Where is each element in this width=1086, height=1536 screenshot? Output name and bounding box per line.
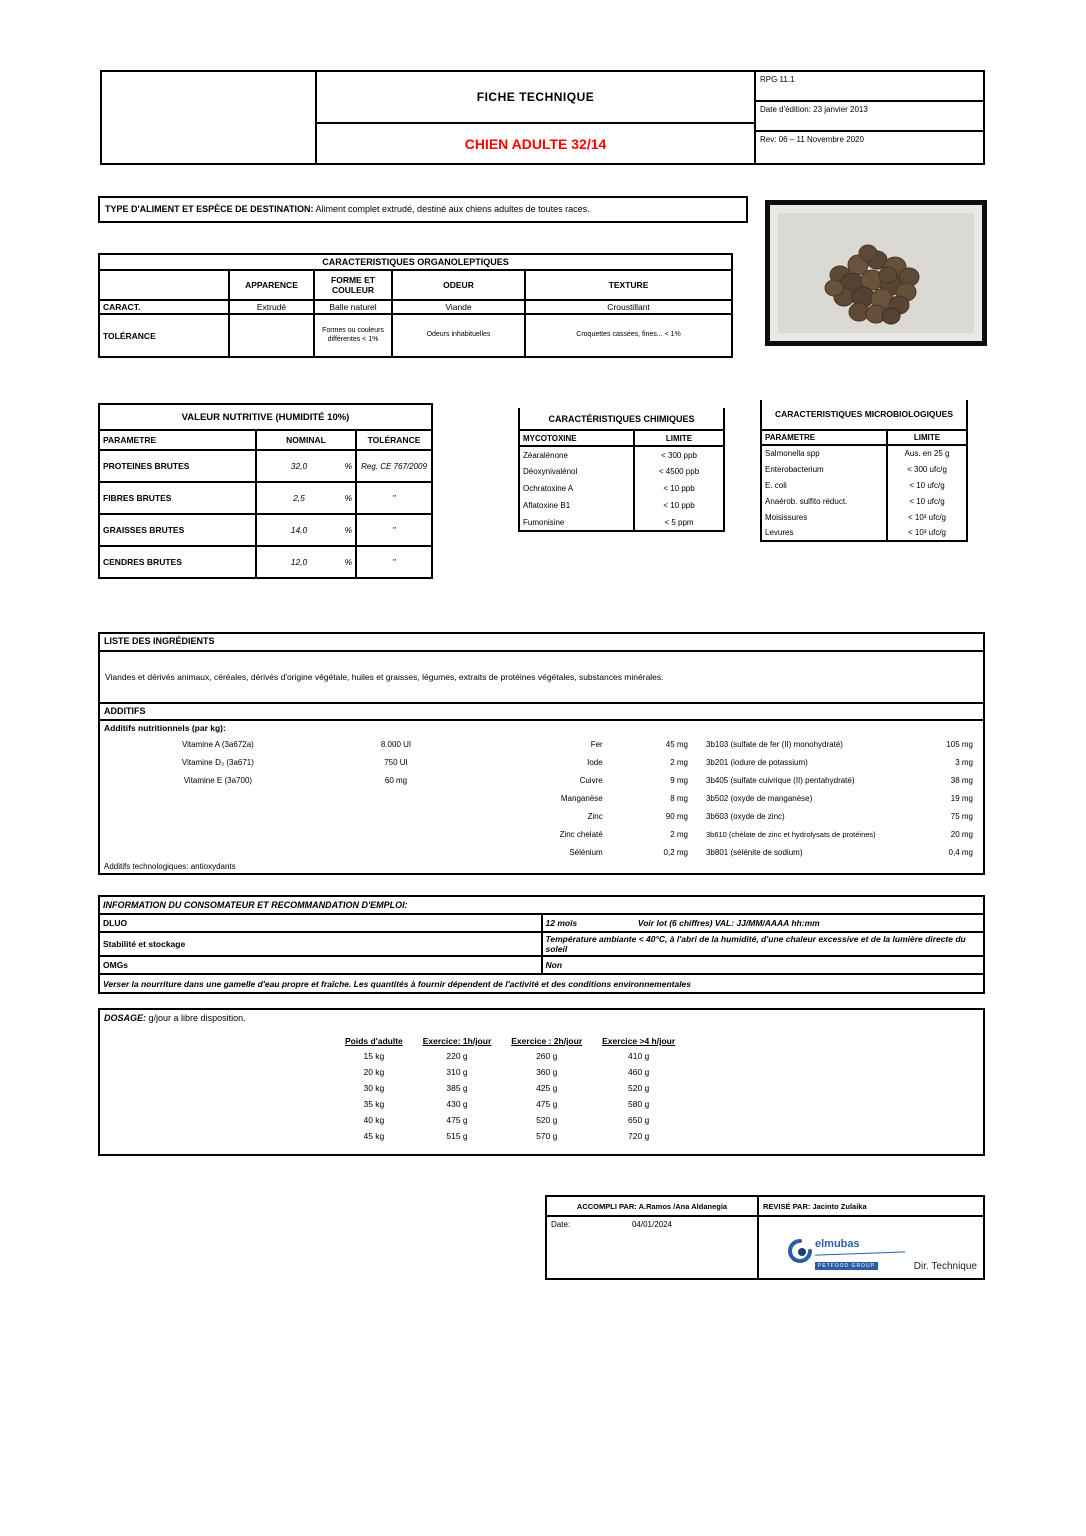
dosage-section [98, 1008, 985, 1156]
document-title: FICHE TECHNIQUE [317, 72, 754, 124]
mycotoxin-name: Zéaralénone [519, 446, 634, 463]
nutrition-table [98, 403, 433, 579]
table-row [335, 1096, 685, 1112]
additive-evalue: 0,4 mg [948, 847, 973, 857]
mineral-value: 2 mg [670, 829, 688, 839]
dluo-duration: 12 mois [545, 918, 578, 928]
table-row [99, 314, 732, 357]
param-value: 12,0 [290, 557, 308, 567]
param-tolerance: Reg. CE 767/2009 [356, 450, 432, 482]
caract-forme: Balle naturel [314, 300, 392, 314]
additive-evalue: 105 mg [946, 739, 973, 749]
feeding-note: Verser la nourriture dans une gamelle d'eau propre et fraîche. Les quantités à fournir dépendent de l'activité et des conditions environnementales [99, 974, 984, 993]
table-row [99, 450, 432, 482]
kibble-cluster-image [778, 213, 974, 333]
table-row [99, 914, 984, 932]
table-row [761, 493, 967, 509]
table-row [99, 932, 984, 956]
mineral-value: 9 mg [670, 775, 688, 785]
additive-evalue: 75 mg [950, 811, 973, 821]
col-apparence: APPARENCE [229, 270, 314, 300]
consumer-info-table [98, 895, 985, 994]
dose-1h: 385 g [446, 1083, 468, 1093]
col-texture: TEXTURE [525, 270, 732, 300]
technological-additives-note: Additifs technologiques: antioxydants [104, 862, 236, 871]
mineral-value: 2 mg [670, 757, 688, 767]
table-row [335, 1080, 685, 1096]
dose-4h: 720 g [628, 1131, 650, 1141]
mineral-name: Fer [590, 739, 603, 749]
param-unit: % [344, 461, 352, 471]
table-row [335, 1128, 685, 1144]
accompli-par: ACCOMPLI PAR: A.Ramos /Ana Aldanegia [547, 1197, 759, 1215]
vitamin-name: Vitamine D₃ (3a671) [181, 757, 254, 767]
mineral-name: Cuivre [579, 775, 603, 785]
food-type-box [98, 196, 748, 223]
tolerance-texture: Croquettes cassées, fines... < 1% [525, 314, 732, 357]
nutrition-title: VALEUR NUTRITIVE (HUMIDITÉ 10%) [99, 404, 432, 430]
dosage-label: DOSAGE: [104, 1013, 147, 1023]
ingredients-text: Viandes et dérivés animaux, céréales, dérivés d'origine végétale, huiles et graisses, légumes, extraits de protéines végétales, substances minérales. [100, 652, 983, 704]
table-row [99, 514, 432, 546]
header-logo-cell [102, 72, 317, 163]
param-unit: % [344, 493, 352, 503]
caract-texture: Croustillant [525, 300, 732, 314]
ingredients-title: LISTE DES INGRÉDIENTS [100, 634, 983, 652]
mineral-name: Manganèse [560, 793, 603, 803]
table-row [761, 477, 967, 493]
dluo-lot-format: Voir lot (6 chiffres) VAL: JJ/MM/AAAA hh:mm [637, 918, 820, 928]
dosage-table [335, 1034, 685, 1144]
row-label-caract: CARACT. [99, 300, 229, 314]
table-row [761, 525, 967, 541]
dose-4h: 410 g [628, 1051, 650, 1061]
mycotoxin-limit: < 10 ppb [634, 497, 724, 514]
dose-1h: 220 g [446, 1051, 468, 1061]
stockage-value: Température ambiante < 40°C, à l'abri de la humidité, d'une chaleur excessive et de la lumière directe du soleil [542, 932, 985, 956]
col-limite: LIMITE [887, 430, 967, 445]
signer-role: Dir. Technique [913, 1261, 977, 1272]
additive-enumber: 3b405 (sulfate cuivrique (II) pentahydraté) [705, 775, 855, 785]
table-row [761, 509, 967, 525]
additive-evalue: 20 mg [950, 829, 973, 839]
table-row [100, 825, 983, 843]
dose-weight: 15 kg [363, 1051, 385, 1061]
table-row [99, 546, 432, 578]
mineral-value: 45 mg [665, 739, 688, 749]
chemical-table [518, 408, 725, 532]
param-name: CENDRES BRUTES [99, 546, 256, 578]
consumer-info-title: INFORMATION DU CONSOMATEUR ET RECOMMANDATION D'EMPLOI: [99, 896, 984, 914]
table-row [99, 482, 432, 514]
vitamin-value: 8.000 UI [380, 739, 412, 749]
col-forme-couleur: FORME ET COULEUR [314, 270, 392, 300]
additives-grid [100, 735, 983, 861]
additive-enumber: 3b502 (oxyde de manganèse) [705, 793, 813, 803]
logo-company-name: elmubas [815, 1238, 860, 1250]
mineral-value: 0,2 mg [663, 847, 688, 857]
microbiological-title: CARACTERISTIQUES MICROBIOLOGIQUES [761, 400, 967, 430]
ingredients-section [98, 632, 985, 875]
table-row [100, 789, 983, 807]
logo-company-subtitle: PETFOOD GROUP [815, 1262, 878, 1270]
kibble-photo [778, 213, 974, 333]
caract-odeur: Viande [392, 300, 525, 314]
microbe-name: Moisissures [761, 509, 887, 525]
dose-1h: 310 g [446, 1067, 468, 1077]
param-unit: % [344, 557, 352, 567]
microbe-name: Anaérob. sulfito réduct. [761, 493, 887, 509]
col-parametre: PARAMETRE [99, 430, 256, 450]
product-title: CHIEN ADULTE 32/14 [464, 135, 607, 152]
additive-enumber: 3b603 (oxyde de zinc) [705, 811, 785, 821]
info-label-omgs: OMGs [99, 956, 542, 974]
mineral-value: 90 mg [665, 811, 688, 821]
col-parametre: PARAMETRE [761, 430, 887, 445]
vitamin-value: 60 mg [384, 775, 408, 785]
table-row [100, 735, 983, 753]
col-odeur: ODEUR [392, 270, 525, 300]
param-tolerance: '' [356, 514, 432, 546]
dose-4h: 520 g [628, 1083, 650, 1093]
dose-4h: 460 g [628, 1067, 650, 1077]
omgs-value: Non [542, 956, 985, 974]
row-label-tolerance: TOLÉRANCE [99, 314, 229, 357]
table-row [519, 446, 724, 463]
caract-apparence: Extrudé [229, 300, 314, 314]
signoff-block [545, 1195, 985, 1280]
vitamin-name: Vitamine E (3a700) [183, 775, 253, 785]
additive-enumber: 3b801 (sélénite de sodium) [705, 847, 803, 857]
table-row [761, 461, 967, 477]
mineral-name: Sélénium [569, 847, 603, 857]
date-label: Date: [551, 1220, 571, 1229]
dose-2h: 260 g [536, 1051, 558, 1061]
microbiological-table [760, 400, 968, 542]
param-value: 14,0 [290, 525, 308, 535]
revise-par: REVISÉ PAR: Jacinto Zulaika [763, 1201, 867, 1211]
dose-1h: 430 g [446, 1099, 468, 1109]
param-value: 32,0 [290, 461, 308, 471]
additives-title: ADDITIFS [100, 704, 983, 721]
mineral-value: 8 mg [670, 793, 688, 803]
mycotoxin-name: Aflatoxine B1 [519, 497, 634, 514]
dose-weight: 35 kg [363, 1099, 385, 1109]
mineral-name: Zinc [587, 811, 603, 821]
tolerance-odeur: Odeurs inhabituelles [392, 314, 525, 357]
col-exercise-1h: Exercice: 1h/jour [422, 1036, 492, 1046]
param-tolerance: '' [356, 482, 432, 514]
dose-weight: 40 kg [363, 1115, 385, 1125]
organoleptic-table [98, 253, 733, 358]
additive-enumber: 3b201 (iodure de potassium) [705, 757, 808, 767]
dose-weight: 20 kg [363, 1067, 385, 1077]
mycotoxin-limit: < 10 ppb [634, 480, 724, 497]
mycotoxin-limit: < 5 ppm [634, 514, 724, 531]
company-logo [787, 1239, 905, 1272]
table-row [519, 480, 724, 497]
dose-2h: 360 g [536, 1067, 558, 1077]
microbe-limit: Aus. en 25 g [887, 445, 967, 461]
col-tolerance: TOLÉRANCE [356, 430, 432, 450]
info-label-stockage: Stabilité et stockage [99, 932, 542, 956]
table-row [100, 771, 983, 789]
dose-1h: 475 g [446, 1115, 468, 1125]
date-value: 04/01/2024 [631, 1220, 673, 1229]
table-row [335, 1064, 685, 1080]
dose-4h: 650 g [628, 1115, 650, 1125]
microbe-limit: < 10³ ufc/g [887, 509, 967, 525]
table-row [99, 956, 984, 974]
mineral-name: Iode [587, 757, 603, 767]
table-row [519, 497, 724, 514]
dose-2h: 570 g [536, 1131, 558, 1141]
revision: Rev: 06 – 11 Novembre 2020 [760, 135, 864, 144]
vitamin-name: Vitamine A (3a672a) [181, 739, 254, 749]
product-photo [765, 200, 987, 346]
mycotoxin-name: Déoxynivalénol [519, 463, 634, 480]
dose-weight: 45 kg [363, 1131, 385, 1141]
elmubas-logo-icon [787, 1239, 813, 1263]
table-row [100, 753, 983, 771]
mycotoxin-name: Ochratoxine A [519, 480, 634, 497]
col-weight: Poids d'adulte [345, 1036, 403, 1046]
dose-4h: 580 g [628, 1099, 650, 1109]
col-limite: LIMITE [634, 430, 724, 446]
document-header [100, 70, 985, 165]
param-name: GRAISSES BRUTES [99, 514, 256, 546]
chemical-title: CARACTÉRISTIQUES CHIMIQUES [519, 408, 724, 430]
mycotoxin-name: Fumonisine [519, 514, 634, 531]
mineral-name: Zinc chelaté [559, 829, 603, 839]
dose-1h: 515 g [446, 1131, 468, 1141]
microbe-limit: < 10 ufc/g [887, 477, 967, 493]
dose-weight: 30 kg [363, 1083, 385, 1093]
dose-2h: 475 g [536, 1099, 558, 1109]
table-row [100, 843, 983, 861]
tolerance-forme: Formes ou couleurs différentes < 1% [314, 314, 392, 357]
microbe-name: Enterobacterium [761, 461, 887, 477]
dose-2h: 425 g [536, 1083, 558, 1093]
param-tolerance: '' [356, 546, 432, 578]
microbe-limit: < 10 ufc/g [887, 493, 967, 509]
param-name: FIBRES BRUTES [99, 482, 256, 514]
microbe-name: Levures [761, 525, 887, 541]
nutritional-additives-title: Additifs nutritionnels (par kg): [104, 723, 226, 733]
microbe-limit: < 10³ ufc/g [887, 525, 967, 541]
document-code: RPG 11.1 [756, 72, 983, 102]
microbe-limit: < 300 ufc/g [887, 461, 967, 477]
additive-evalue: 38 mg [950, 775, 973, 785]
table-row [335, 1048, 685, 1064]
table-row [519, 514, 724, 531]
param-value: 2,5 [293, 493, 305, 503]
organoleptic-title: CARACTERISTIQUES ORGANOLEPTIQUES [99, 254, 732, 270]
table-row [761, 445, 967, 461]
col-nominal: NOMINAL [256, 430, 356, 450]
food-type-label: TYPE D'ALIMENT ET ESPÈCE DE DESTINATION: [105, 204, 314, 214]
col-exercise-4h: Exercice >4 h/jour [602, 1036, 676, 1046]
info-label-dluo: DLUO [99, 914, 542, 932]
microbe-name: Salmonella spp [761, 445, 887, 461]
table-row [519, 463, 724, 480]
microbe-name: E. coli [761, 477, 887, 493]
table-row [100, 807, 983, 825]
param-name: PROTEINES BRUTES [99, 450, 256, 482]
param-unit: % [344, 525, 352, 535]
tolerance-apparence [229, 314, 314, 357]
mycotoxin-limit: < 300 ppb [634, 446, 724, 463]
additive-evalue: 3 mg [955, 757, 973, 767]
edition-date: Date d'édition: 23 janvier 2013 [756, 102, 983, 132]
additive-enumber: 3b103 (sulfate de fer (II) monohydraté) [705, 739, 843, 749]
col-mycotoxine: MYCOTOXINE [519, 430, 634, 446]
table-row [335, 1112, 685, 1128]
additive-evalue: 19 mg [950, 793, 973, 803]
dose-2h: 520 g [536, 1115, 558, 1125]
food-type-value: Aliment complet extrudé, destiné aux chiens adultes de toutes races. [315, 204, 590, 214]
dosage-subtitle: g/jour a libre disposition. [148, 1013, 246, 1023]
additive-enumber: 3b610 (chélate de zinc et hydrolysats de protéines) [705, 829, 876, 839]
vitamin-value: 750 UI [384, 757, 408, 767]
col-exercise-2h: Exercice : 2h/jour [511, 1036, 583, 1046]
table-row [99, 300, 732, 314]
mycotoxin-limit: < 4500 ppb [634, 463, 724, 480]
